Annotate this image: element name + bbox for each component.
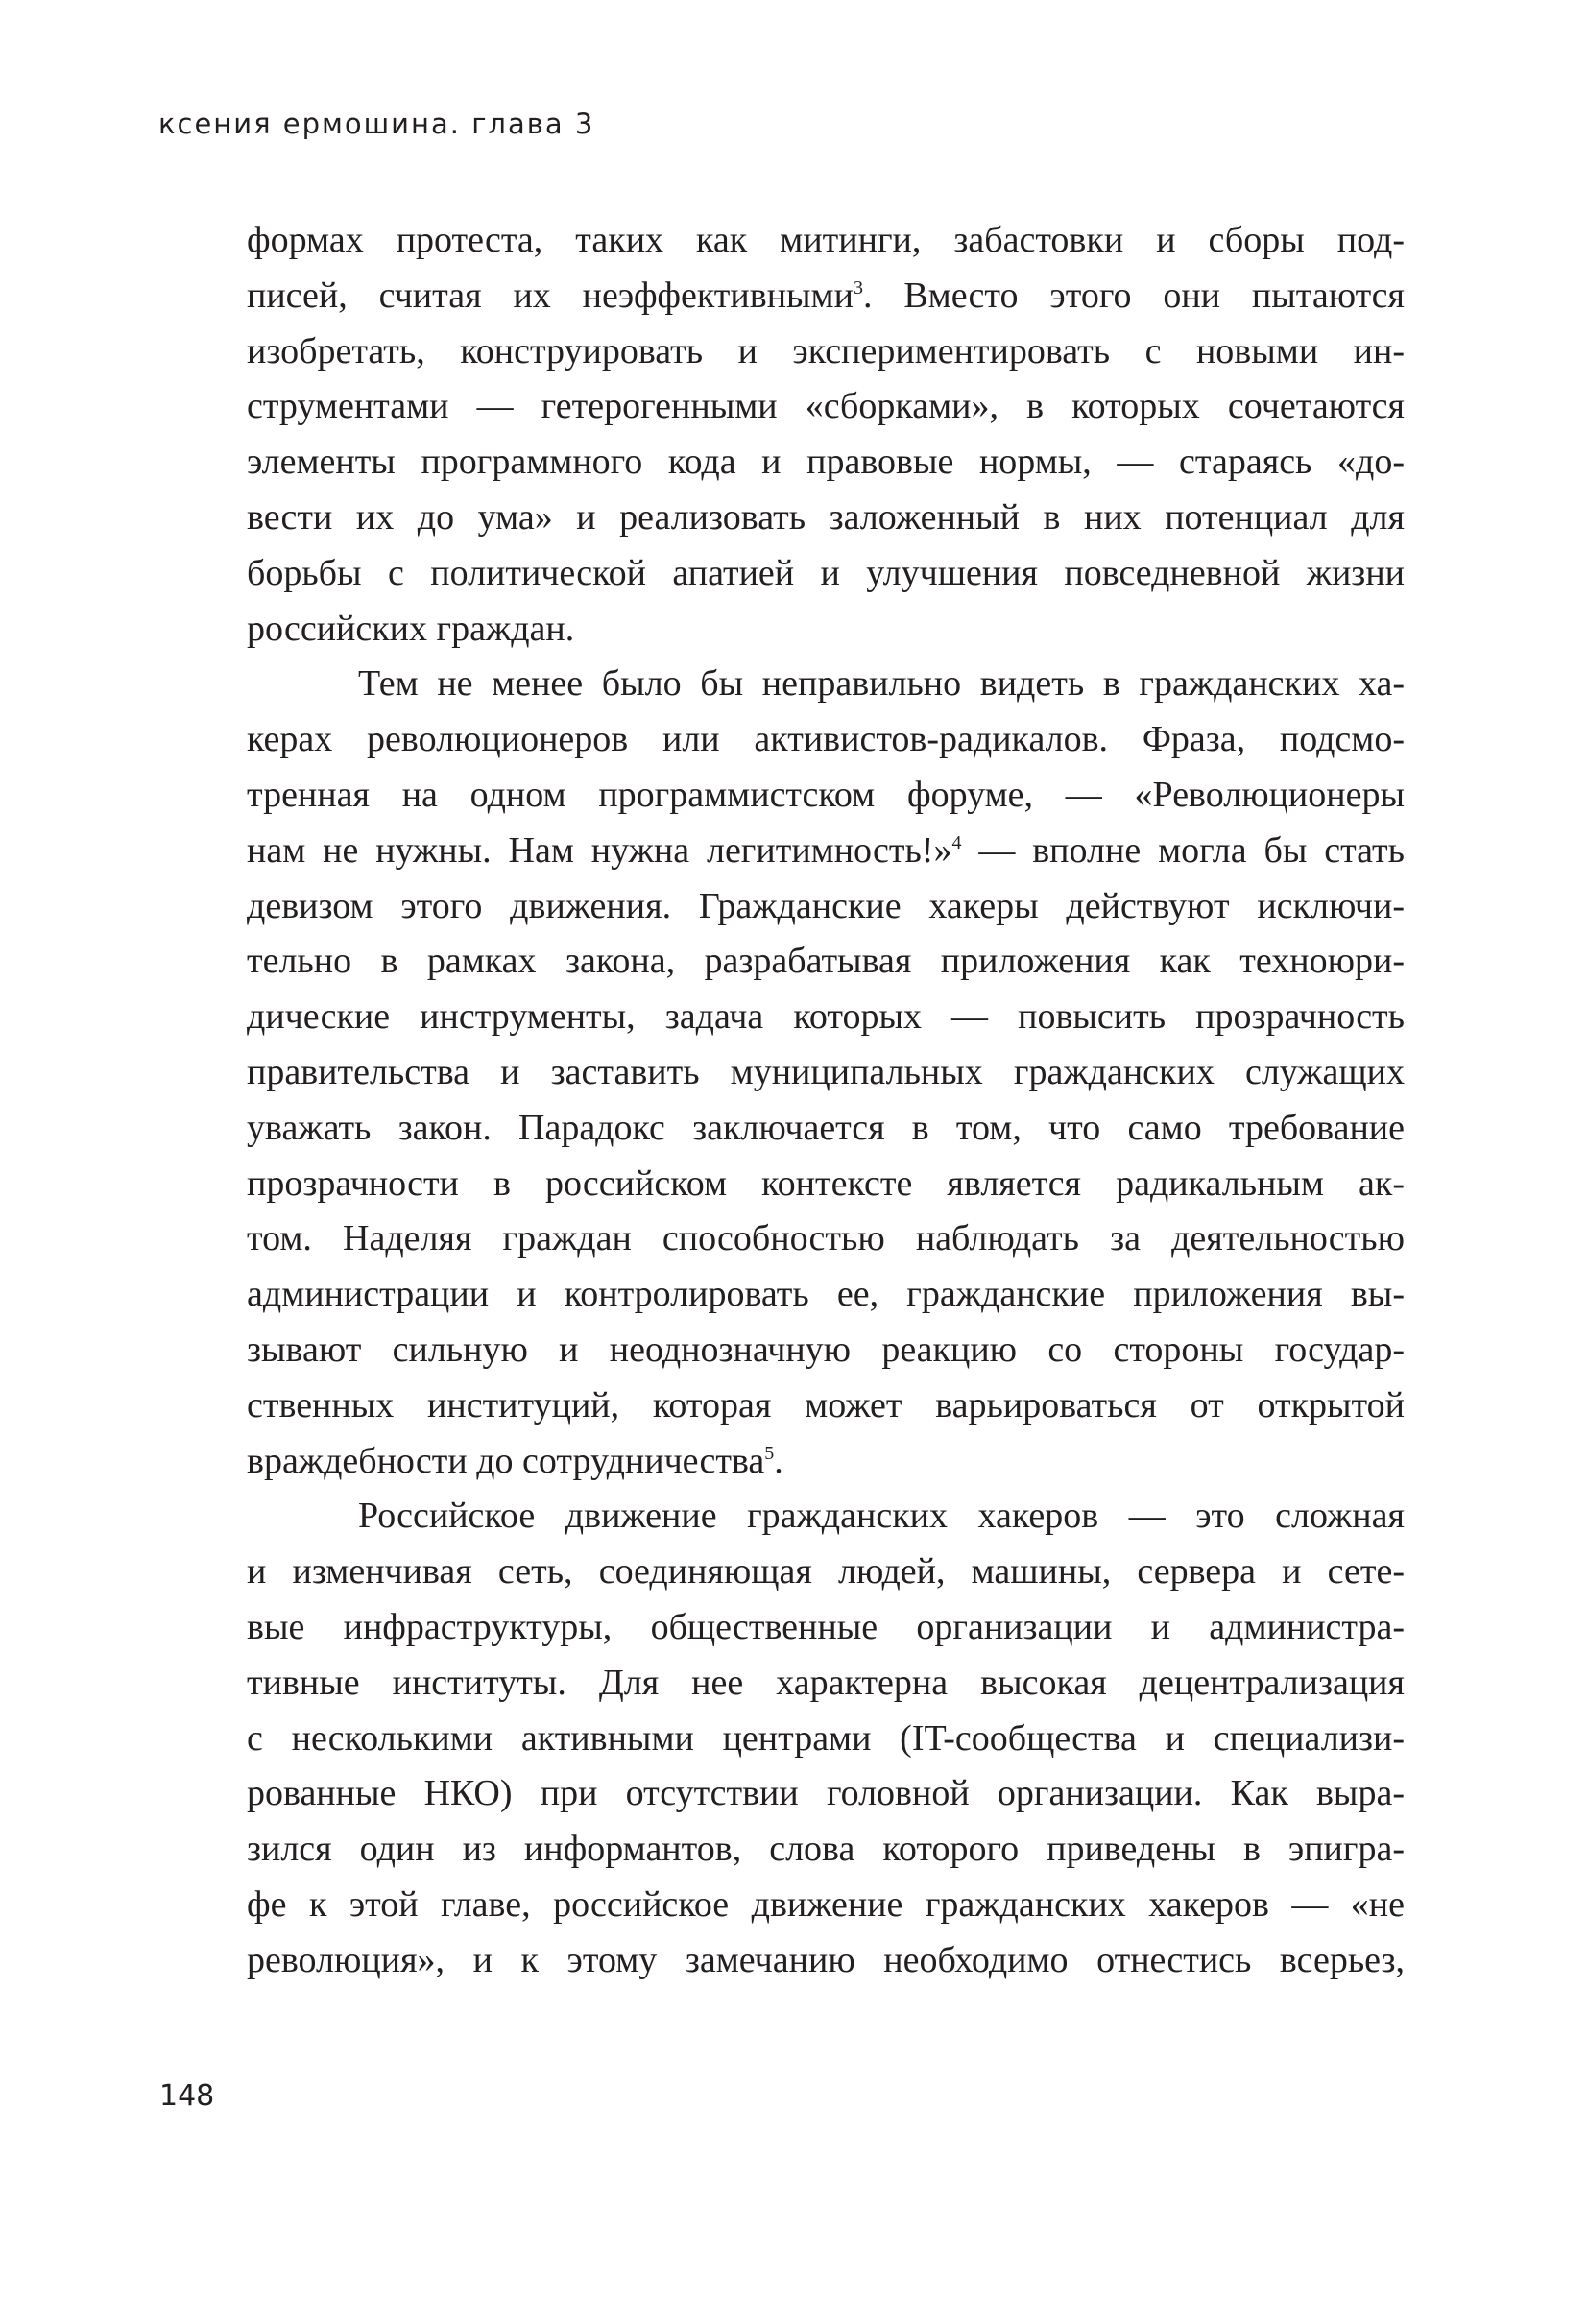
text-line: борьбы с политической апатией и улучшения повседневной жизни	[247, 552, 1405, 593]
text-line: вести их до ума» и реализовать заложенный в них потенциал для	[247, 496, 1405, 538]
text-line: том. Наделяя граждан способностью наблюдать за деятельностью	[247, 1218, 1405, 1259]
text-line: керах революционеров или активистов-радикалов. Фраза, подсмо-	[247, 719, 1405, 760]
footnote-marker[interactable]: 4	[951, 831, 962, 853]
text-line: Российское движение гражданских хакеров — это сложная	[358, 1496, 1405, 1537]
paragraph	[247, 1489, 1405, 1988]
text-line: уважать закон. Парадокс заключается в том, что само требование	[247, 1107, 1405, 1148]
running-head: ксения ермошина. глава 3	[158, 108, 595, 140]
text-line: российских граждан.	[247, 608, 575, 649]
text-line: формах протеста, таких как митинги, забастовки и сборы под-	[247, 220, 1405, 260]
text-line: дические инструменты, задача которых — повысить прозрачность	[247, 996, 1405, 1038]
paragraph	[247, 657, 1405, 1489]
text-line: администрации и контролировать ее, гражданские приложения вы-	[247, 1274, 1405, 1315]
footnote-marker[interactable]: 5	[764, 1442, 775, 1464]
text-line: и изменчивая сеть, соединяющая людей, машины, сервера и сете-	[247, 1551, 1405, 1593]
text-line: изобретать, конструировать и экспериментировать с новыми ин-	[247, 330, 1405, 371]
text-line: писей, считая их неэффективными$^3$. Вместо этого они пытаются	[247, 275, 1406, 316]
text-line: революция», и к этому замечанию необходимо отнестись всерьез,	[247, 1939, 1405, 1980]
text-line: тельно в рамках закона, разрабатывая приложения как техноюри-	[247, 941, 1405, 982]
text-line: элементы программного кода и правовые нормы, — стараясь «до-	[247, 442, 1405, 483]
paragraph	[247, 213, 1405, 657]
text-line: тренная на одном программистском форуме, — «Революционеры	[247, 774, 1405, 815]
page-number: 148	[159, 2079, 215, 2113]
text-line: правительства и заставить муниципальных гражданских служащих	[247, 1051, 1405, 1092]
text-line: Тем не менее было бы неправильно видеть в гражданских ха-	[358, 663, 1405, 705]
text-line: враждебности до сотрудничества$^5$.	[247, 1440, 783, 1481]
text-line: тивные институты. Для нее характерна высокая децентрализация	[247, 1662, 1405, 1703]
text-line: девизом этого движения. Гражданские хакеры действуют исключи-	[247, 885, 1405, 926]
text-line: с несколькими активными центрами (IT-сообщества и специализи-	[247, 1717, 1405, 1759]
text-line: зился один из информантов, слова которого приведены в эпигра-	[247, 1829, 1405, 1870]
text-line: струментами — гетерогенными «сборками», в которых сочетаются	[247, 386, 1405, 427]
text-line: прозрачности в российском контексте является радикальным ак-	[247, 1162, 1405, 1204]
text-line: нам не нужны. Нам нужна легитимность!»$^4$ — вполне могла бы стать	[247, 829, 1405, 871]
body-text	[247, 213, 1405, 1989]
text-line: вые инфраструктуры, общественные организации и администра-	[247, 1606, 1405, 1647]
text-line: рованные НКО) при отсутствии головной организации. Как выра-	[247, 1773, 1405, 1814]
footnote-marker[interactable]: 3	[853, 276, 863, 299]
text-line: ственных институций, которая может варьироваться от открытой	[247, 1384, 1405, 1426]
text-line: зывают сильную и неоднозначную реакцию со стороны государ-	[247, 1329, 1405, 1370]
text-line: фе к этой главе, российское движение гражданских хакеров — «не	[247, 1883, 1405, 1925]
